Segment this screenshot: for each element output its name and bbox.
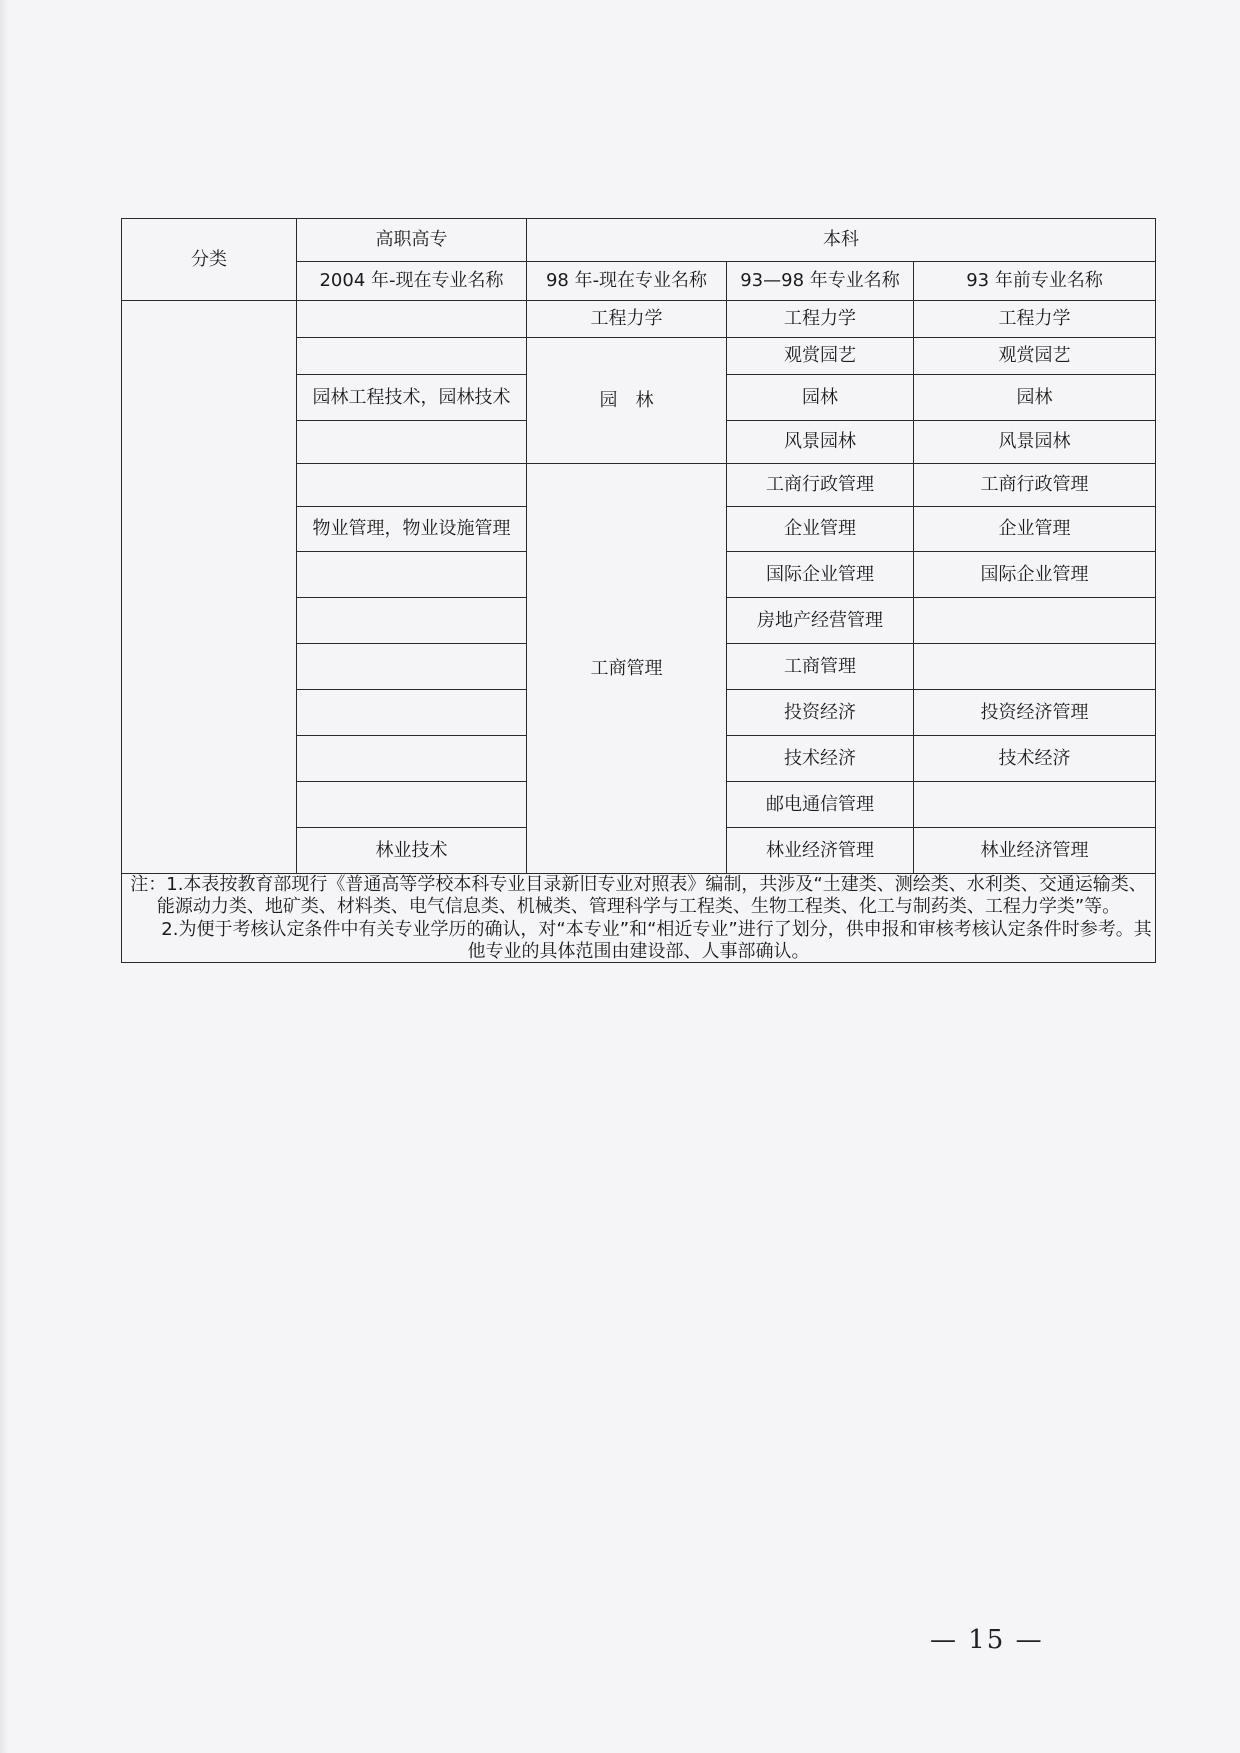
page-edge <box>0 0 8 1753</box>
voc-cell <box>297 598 527 644</box>
pre93-cell: 技术经济 <box>914 736 1156 782</box>
pre93-cell: 风景园林 <box>914 421 1156 464</box>
u93-cell: 企业管理 <box>727 507 914 552</box>
u93-cell: 投资经济 <box>727 690 914 736</box>
pre93-cell: 观赏园艺 <box>914 338 1156 375</box>
major-comparison-table <box>121 218 1156 963</box>
u93-cell: 园林 <box>727 375 914 421</box>
voc-cell <box>297 464 527 507</box>
header-category: 分类 <box>122 219 297 301</box>
pre93-cell <box>914 598 1156 644</box>
pre93-cell: 投资经济管理 <box>914 690 1156 736</box>
u93-cell: 林业经济管理 <box>727 828 914 874</box>
u93-cell: 技术经济 <box>727 736 914 782</box>
table-row <box>122 301 1156 338</box>
category-cell <box>122 301 297 874</box>
voc-cell: 林业技术 <box>297 828 527 874</box>
pre93-cell: 工程力学 <box>914 301 1156 338</box>
header-93-98: 93—98 年专业名称 <box>727 262 914 301</box>
voc-cell <box>297 644 527 690</box>
header-pre93: 93 年前专业名称 <box>914 262 1156 301</box>
voc-cell: 物业管理，物业设施管理 <box>297 507 527 552</box>
note-1: 注：1.本表按教育部现行《普通高等学校本科专业目录新旧专业对照表》编制，共涉及“土建类、测绘类、水利类、交通运输类、能源动力类、地矿类、材料类、电气信息类、机械类、管理科学与工程类、生物工程类、化工与制药类、工程力学类”等。 <box>130 874 1147 917</box>
u98-cell: 工商管理 <box>527 464 727 874</box>
voc-cell <box>297 338 527 375</box>
voc-cell <box>297 690 527 736</box>
voc-cell <box>297 552 527 598</box>
voc-cell <box>297 301 527 338</box>
u93-cell: 工程力学 <box>727 301 914 338</box>
pre93-cell <box>914 644 1156 690</box>
u98-cell: 工程力学 <box>527 301 727 338</box>
header-vocational: 高职高专 <box>297 219 527 262</box>
voc-cell <box>297 421 527 464</box>
u93-cell: 工商行政管理 <box>727 464 914 507</box>
note-row <box>122 874 1156 963</box>
header-voc-current: 2004 年-现在专业名称 <box>297 262 527 301</box>
header-undergrad: 本科 <box>527 219 1156 262</box>
u93-cell: 观赏园艺 <box>727 338 914 375</box>
page-number: — 15 — <box>930 1625 1044 1655</box>
header-98-current: 98 年-现在专业名称 <box>527 262 727 301</box>
pre93-cell: 园林 <box>914 375 1156 421</box>
note-cell <box>122 874 1156 963</box>
u93-cell: 风景园林 <box>727 421 914 464</box>
pre93-cell: 林业经济管理 <box>914 828 1156 874</box>
u93-cell: 房地产经营管理 <box>727 598 914 644</box>
voc-cell: 园林工程技术，园林技术 <box>297 375 527 421</box>
voc-cell <box>297 782 527 828</box>
u93-cell: 工商管理 <box>727 644 914 690</box>
header-row-1 <box>122 219 1156 262</box>
u98-cell: 园 林 <box>527 338 727 464</box>
u93-cell: 邮电通信管理 <box>727 782 914 828</box>
pre93-cell: 工商行政管理 <box>914 464 1156 507</box>
pre93-cell <box>914 782 1156 828</box>
u93-cell: 国际企业管理 <box>727 552 914 598</box>
pre93-cell: 国际企业管理 <box>914 552 1156 598</box>
pre93-cell: 企业管理 <box>914 507 1156 552</box>
voc-cell <box>297 736 527 782</box>
note-2: 2.为便于考核认定条件中有关专业学历的确认，对“本专业”和“相近专业”进行了划分，供申报和审核考核认定条件时参考。其他专业的具体范围由建设部、人事部确认。 <box>161 919 1152 962</box>
